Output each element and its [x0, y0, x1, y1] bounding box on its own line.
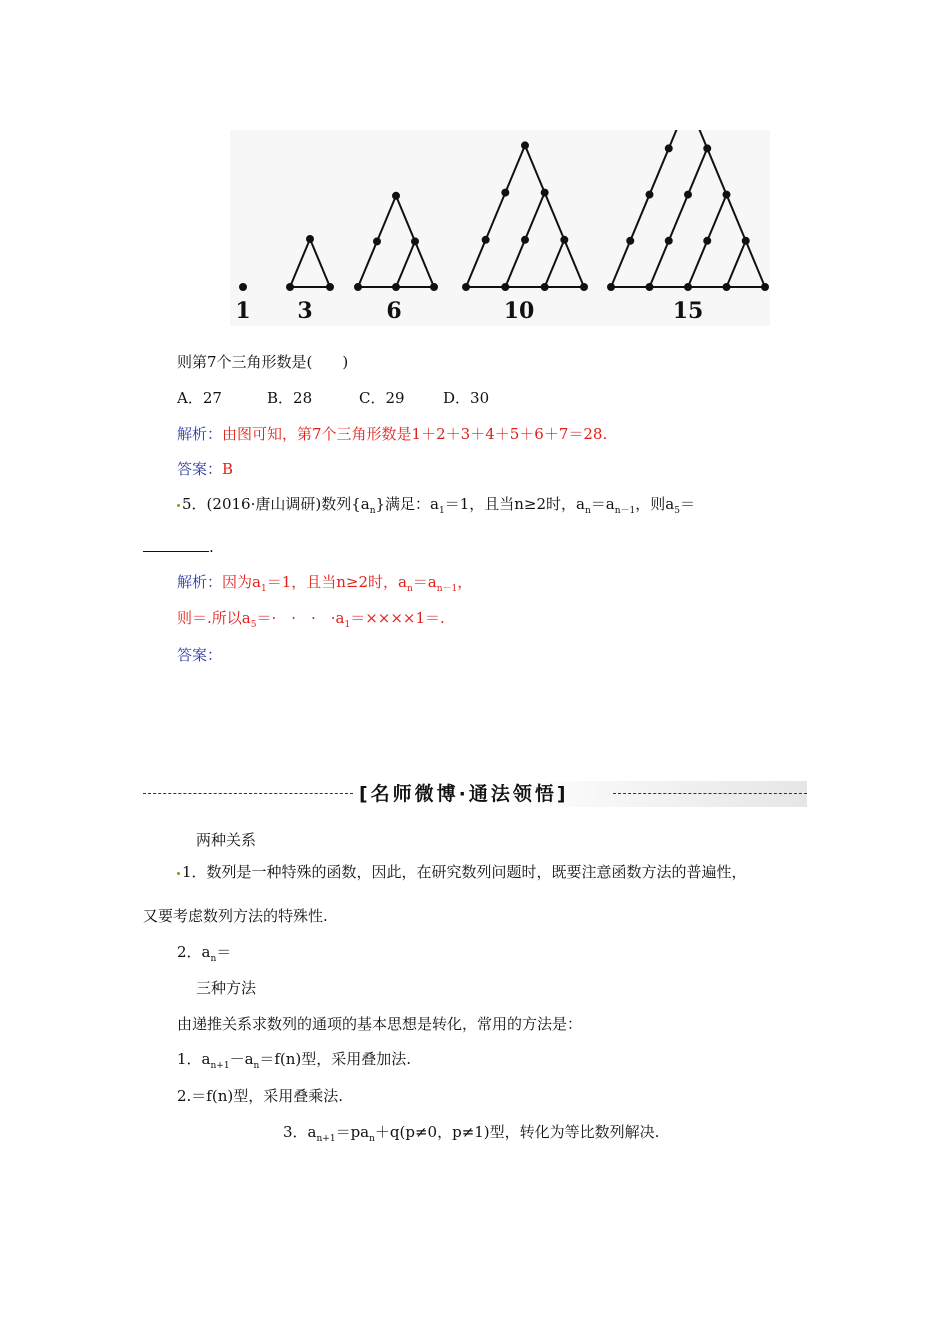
triangle-dot [647, 284, 653, 290]
question-stem: 则第7个三角形数是( ) [177, 353, 349, 371]
triangle-dot [287, 284, 293, 290]
triangle-dot [724, 284, 730, 290]
triangle-dot [412, 238, 418, 244]
triangle-dot [685, 192, 691, 198]
banner-title: [名师微博·通法领悟] [359, 783, 569, 805]
analysis-text: 由图可知，第7个三角形数是1＋2＋3＋4＋5＋6＋7＝28. [222, 425, 608, 443]
section2-heading: 三种方法 [196, 979, 257, 997]
answer-value: B [222, 460, 234, 478]
triangle-dot [502, 284, 508, 290]
question5-analysis-line2: 则＝.所以$a_5=\cdot$ · · $\cdot a_1=\times\times\times\times 1=$. [177, 609, 445, 630]
option-b: B．28 [267, 389, 313, 407]
triangle-dot [647, 192, 653, 198]
section1-item1-line1: 1．数列是一种特殊的函数，因此，在研究数列问题时，既要注意函数方法的普遍性， [177, 862, 747, 882]
section2-intro: 由递推关系求数列的通项的基本思想是转化，常用的方法是： [177, 1015, 583, 1033]
banner-dash-right [613, 793, 807, 794]
bullet-dot-icon [177, 504, 180, 507]
triangle-dot [762, 284, 768, 290]
triangle-dot [627, 238, 633, 244]
section1-item1-line2: 又要考虑数列方法的特殊性. [143, 907, 328, 925]
triangle-dot [240, 284, 246, 290]
analysis-label: 解析： [177, 425, 223, 443]
figure-label-1: 1 [235, 298, 251, 324]
triangle-dot [374, 238, 380, 244]
figure-label-15: 15 [672, 298, 704, 324]
banner-dash-left [143, 793, 353, 794]
answer-label: 答案： [177, 460, 223, 478]
triangle-dot [307, 236, 313, 242]
answer-blank [143, 537, 209, 552]
triangle-dot [685, 284, 691, 290]
triangle-dot [666, 145, 672, 151]
triangle-dot [327, 284, 333, 290]
question5-blank-line: . [143, 537, 214, 557]
triangle-dot [522, 142, 528, 148]
option-c: C．29 [359, 389, 405, 407]
triangle-dot [502, 190, 508, 196]
triangle-dot [608, 284, 614, 290]
section1-heading: 两种关系 [196, 831, 257, 849]
answer-line [177, 459, 233, 479]
question-options [177, 388, 489, 408]
figure-background [230, 130, 770, 326]
triangle-dot [522, 237, 528, 243]
triangle-dot [743, 238, 749, 244]
triangle-dot [355, 284, 361, 290]
figure-label-3: 3 [297, 298, 313, 324]
question5-answer-label: 答案： [177, 646, 223, 664]
method-2: 2.＝f(n)型，采用叠乘法. [177, 1087, 343, 1105]
option-d: D．30 [443, 389, 490, 407]
triangle-dot [704, 145, 710, 151]
triangle-dot [704, 238, 710, 244]
triangle-dot [483, 237, 489, 243]
triangle-dot [463, 284, 469, 290]
triangle-dot [542, 190, 548, 196]
method-1: 1．$a_{n+1}-a_n=f(n)$型，采用叠加法. [177, 1050, 412, 1071]
triangle-dot [431, 284, 437, 290]
triangle-dot [393, 193, 399, 199]
triangle-dot [561, 237, 567, 243]
section1-item2: 2．$a_n=$ [177, 943, 232, 964]
triangle-dot [393, 284, 399, 290]
question5-analysis-line1: 解析：因为$a_1=1$，且当n≥2时，$a_n=a_{n-1}$， [177, 573, 473, 594]
triangle-dot [581, 284, 587, 290]
triangular-numbers-svg [230, 130, 770, 326]
bullet-dot-icon [177, 872, 180, 875]
analysis-line [177, 424, 607, 444]
question5-stem: 5．(2016·唐山调研)数列$\{a_n\}$满足：$a_1=1$，且当n≥2时，$a_n=a_{n-1}$，则$a_5=$ [177, 494, 695, 521]
triangle-dot [724, 192, 730, 198]
figure-label-10: 10 [503, 298, 535, 324]
section-banner [143, 778, 807, 810]
triangle-dot [542, 284, 548, 290]
option-a: A．27 [177, 389, 222, 407]
method-3: 3．$a_{n+1}=pa_n+q(p\ne 0$，p≠1)型，转化为等比数列解决. [283, 1123, 660, 1144]
triangular-numbers-figure [230, 130, 770, 326]
figure-label-6: 6 [386, 298, 402, 324]
triangle-dot [666, 238, 672, 244]
